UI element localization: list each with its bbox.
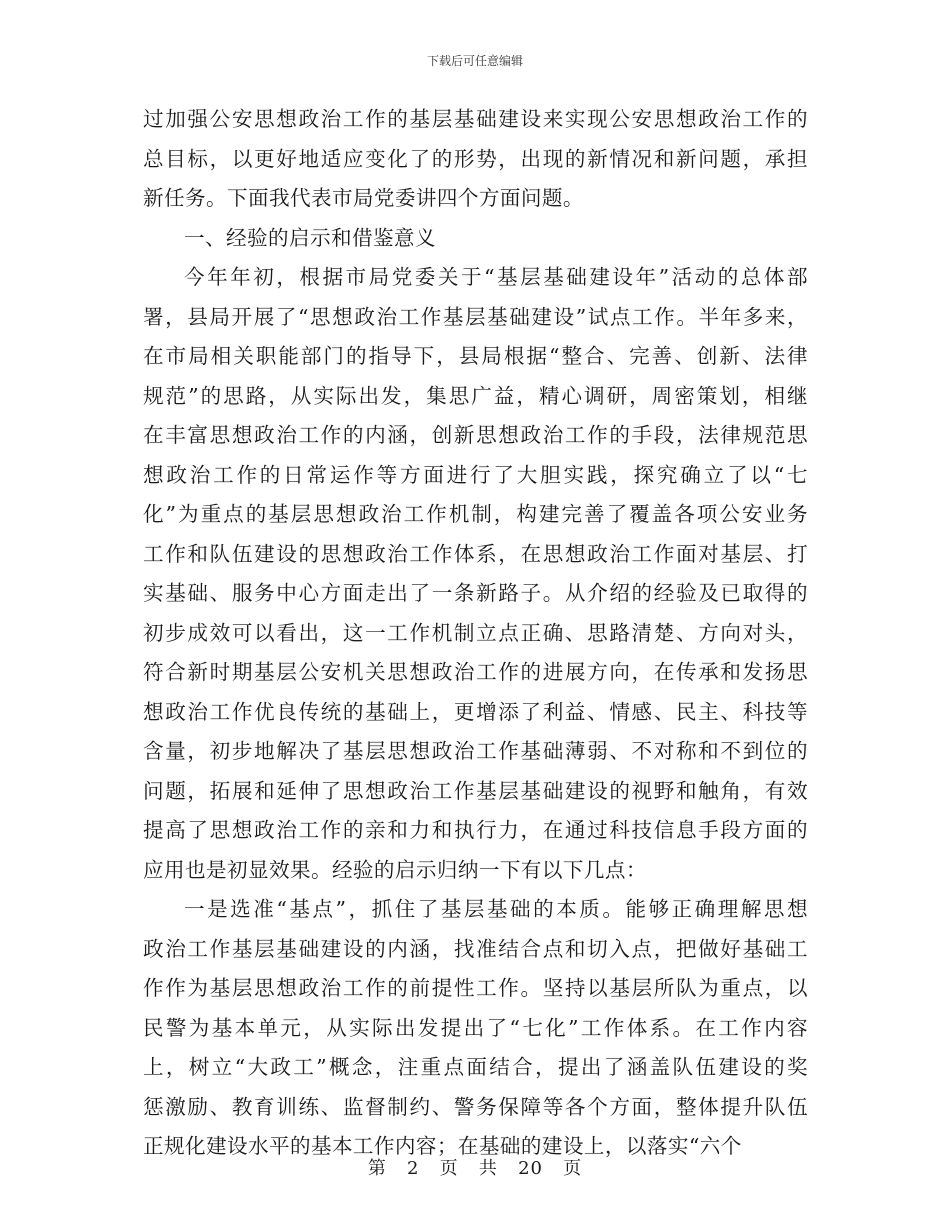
text-line: 政治工作基层基础建设的内涵，找准结合点和切入点，把做好基础工 (143, 936, 808, 961)
text-line: 新任务。下面我代表市局党委讲四个方面问题。 (143, 186, 584, 210)
footer-prefix: 第 (367, 1158, 387, 1179)
text-line: 想政治工作优良传统的基础上，更增添了利益、情感、民主、科技等 (143, 699, 808, 724)
text-line: 惩激励、教育训练、监督制约、警务保障等各个方面，整体提升队伍 (143, 1094, 808, 1119)
text-line: 署，县局开展了“思想政治工作基层基础建设”试点工作。半年多来， (143, 304, 808, 329)
text-line: 化”为重点的基层思想政治工作机制，构建完善了覆盖各项公安业务 (143, 502, 808, 526)
text-line: 规范”的思路，从实际出发，集思广益，精心调研，周密策划，相继 (143, 383, 808, 408)
text-line: 总目标，以更好地适应变化了的形势，出现的新情况和新问题，承担 (143, 146, 808, 171)
text-line: 上，树立“大政工”概念，注重点面结合，提出了涵盖队伍建设的奖 (143, 1055, 808, 1079)
text-line: 一、经验的启示和借鉴意义 (184, 225, 436, 250)
footer-page-word: 页 (439, 1158, 459, 1179)
section-heading (143, 219, 808, 259)
header-text: 下载后可任意编辑 (426, 54, 523, 68)
text-line: 一是选准“基点”，抓住了基层基础的本质。能够正确理解思想 (184, 897, 808, 921)
text-line: 应用也是初显效果。经验的启示归纳一下有以下几点： (143, 857, 647, 882)
text-line: 实基础、服务中心方面走出了一条新路子。从介绍的经验及已取得的 (143, 581, 808, 605)
text-line: 符合新时期基层公安机关思想政治工作的进展方向，在传承和发扬思 (143, 660, 808, 684)
text-line: 在丰富思想政治工作的内涵，创新思想政治工作的手段，法律规范思 (143, 423, 808, 447)
total-pages-number: 20 (518, 1158, 543, 1179)
text-line: 初步成效可以看出，这一工作机制立点正确、思路清楚、方向对头， (143, 620, 808, 645)
text-line: 问题，拓展和延伸了思想政治工作基层基础建设的视野和触角，有效 (143, 778, 808, 803)
text-line: 民警为基本单元，从实际出发提出了“七化”工作体系。在工作内容 (143, 1015, 808, 1040)
text-line: 工作和队伍建设的思想政治工作体系，在思想政治工作面对基层、打 (143, 541, 808, 566)
paragraph (143, 258, 808, 890)
paragraph (143, 890, 808, 1167)
text-line: 过加强公安思想政治工作的基层基础建设来实现公安思想政治工作的 (143, 107, 808, 131)
page-footer (0, 1154, 950, 1180)
current-page-number: 2 (407, 1158, 420, 1179)
paragraph (143, 100, 808, 219)
page-header (0, 52, 950, 69)
text-line: 在市局相关职能部门的指导下，县局根据“整合、完善、创新、法律 (143, 344, 808, 368)
text-line: 想政治工作的日常运作等方面进行了大胆实践，探究确立了以“七 (143, 462, 808, 487)
document-body (143, 100, 808, 1167)
text-line: 作作为基层思想政治工作的前提性工作。坚持以基层所队为重点，以 (143, 976, 808, 1000)
text-line: 提高了思想政治工作的亲和力和执行力，在通过科技信息手段方面的 (143, 818, 808, 842)
footer-total-word: 共 (478, 1158, 498, 1179)
text-line: 含量，初步地解决了基层思想政治工作基础薄弱、不对称和不到位的 (143, 739, 808, 763)
text-line: 正规化建设水平的基本工作内容；在基础的建设上，以落实“六个 (143, 1134, 742, 1158)
text-line: 今年年初，根据市局党委关于“基层基础建设年”活动的总体部 (184, 265, 808, 289)
footer-suffix: 页 (563, 1158, 583, 1179)
